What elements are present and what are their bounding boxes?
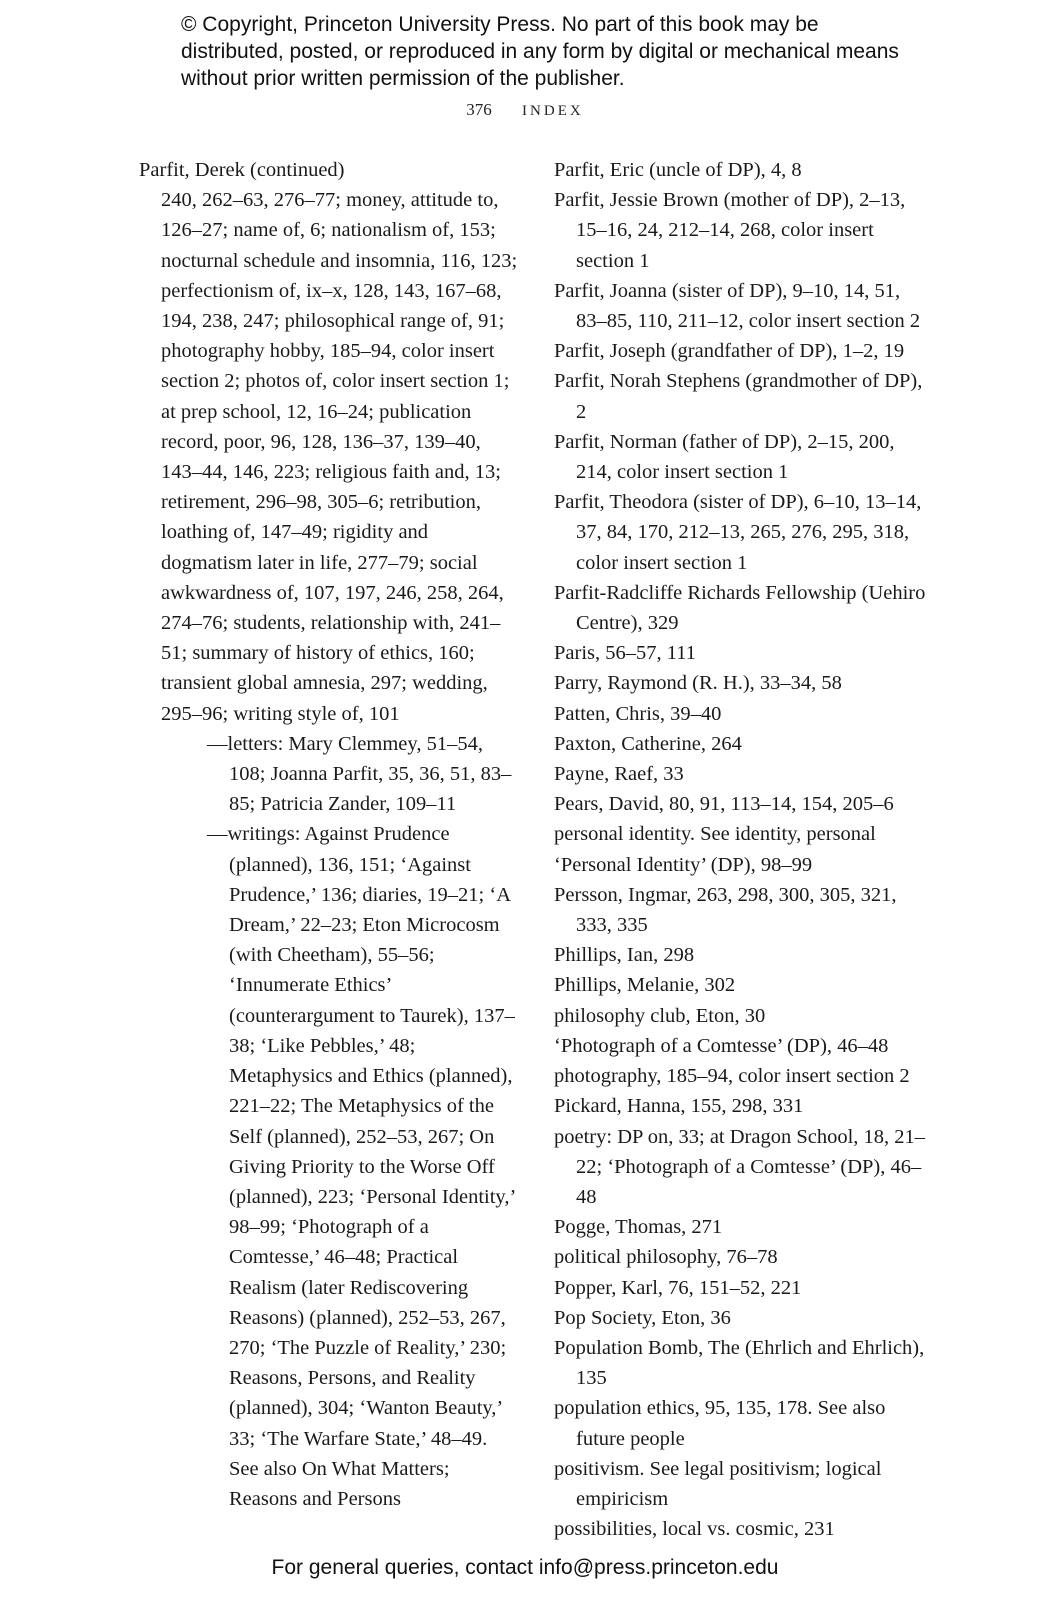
index-entry: ‘Personal Identity’ (DP), 98–99 <box>554 853 813 876</box>
index-entry: Popper, Karl, 76, 151–52, 221 <box>554 1276 802 1299</box>
index-entry: personal identity. See identity, personal <box>554 823 876 846</box>
index-column-right <box>554 155 929 1544</box>
index-entry: Paxton, Catherine, 264 <box>554 732 742 755</box>
index-entry: Payne, Raef, 33 <box>554 763 684 786</box>
running-head-title: INDEX <box>522 103 584 119</box>
index-entry: Parfit, Joanna (sister of DP), 9–10, 14, 51, 83–85, 110, 211–12, color insert section 2 <box>554 279 921 333</box>
index-entry: Patten, Chris, 39–40 <box>554 702 722 725</box>
index-entry: possibilities, local vs. cosmic, 231 <box>554 1518 835 1541</box>
index-entry: Paris, 56–57, 111 <box>554 642 696 665</box>
index-entry: philosophy club, Eton, 30 <box>554 1004 766 1027</box>
index-entry: Parfit, Norman (father of DP), 2–15, 200, 214, color insert section 1 <box>554 430 895 484</box>
index-entry: Parfit, Jessie Brown (mother of DP), 2–13, 15–16, 24, 212–14, 268, color insert section 1 <box>554 189 906 272</box>
index-entry: Parfit, Theodora (sister of DP), 6–10, 13–14, 37, 84, 170, 212–13, 265, 276, 295, 318, color insert section 1 <box>554 491 922 574</box>
index-entry: Parfit-Radcliffe Richards Fellowship (Uehiro Centre), 329 <box>554 581 926 635</box>
index-entry: Phillips, Ian, 298 <box>554 944 695 967</box>
index-column-left <box>139 155 519 1514</box>
index-entry: Parfit, Eric (uncle of DP), 4, 8 <box>554 159 802 181</box>
index-entry: Parfit, Joseph (grandfather of DP), 1–2, 19 <box>554 340 905 363</box>
index-entry: Parfit, Norah Stephens (grandmother of DP), 2 <box>554 370 923 423</box>
index-subentry-letters: —letters: Mary Clemmey, 51–54, 108; Joanna Parfit, 35, 36, 51, 83–85; Patricia Zander, 109–11 <box>207 732 512 816</box>
index-entry: poetry: DP on, 33; at Dragon School, 18, 21–22; ‘Photograph of a Comtesse’ (DP), 46–48 <box>554 1125 926 1208</box>
index-entry: photography, 185–94, color insert section 2 <box>554 1065 910 1088</box>
index-entry: Population Bomb, The (Ehrlich and Ehrlich), 135 <box>554 1336 925 1390</box>
running-head <box>0 100 1050 120</box>
index-entry: Pears, David, 80, 91, 113–14, 154, 205–6 <box>554 793 894 816</box>
index-entry: Pop Society, Eton, 36 <box>554 1306 731 1329</box>
index-entry: Pogge, Thomas, 271 <box>554 1216 723 1239</box>
copyright-notice: © Copyright, Princeton University Press. No part of this book may be distributed, posted, or reproduced in any form by digital or mechanical means without prior written permission of the publisher. <box>181 13 899 90</box>
index-entry: positivism. See legal positivism; logical empiricism <box>554 1457 882 1510</box>
index-subentry-writings: —writings: Against Prudence (planned), 136, 151; ‘Against Prudence,’ 136; diaries, 19–21; ‘A Dream,’ 22–23; Eton Microcosm (with Cheetham), 55–56; ‘Innumerate Ethics’ (counterargument to Taurek), 137–38; ‘Like Pebbles,’ 48; Metaphysics and Ethics (planned), 221–22; The Metaphysics of the Self (planned), 252–53, 267; On Giving Priority to the Worse Off (planned), 223; ‘Personal Identity,’ 98–99; ‘Photograph of a Comtesse,’ 46–48; Practical Realism (later Rediscovering Reasons) (planned), 252–53, 267, 270; ‘The Puzzle of Reality,’ 230; Reasons, Persons, and Reality (planned), 304; ‘Wanton Beauty,’ 33; ‘The Warfare State,’ 48–49. See also On What Matters; Reasons and Persons <box>207 823 515 1510</box>
index-entry: Persson, Ingmar, 263, 298, 300, 305, 321, 333, 335 <box>554 883 897 937</box>
index-entry: political philosophy, 76–78 <box>554 1246 778 1269</box>
index-entry: ‘Photograph of a Comtesse’ (DP), 46–48 <box>554 1034 889 1057</box>
index-entry-continuation: 240, 262–63, 276–77; money, attitude to, 126–27; name of, 6; nationalism of, 153; nocturnal schedule and insomnia, 116, 123; perfectionism of, ix–x, 128, 143, 167–68, 194, 238, 247; philosophical range of, 91; photography hobby, 185–94, color insert section 2; photos of, color insert section 1; at prep school, 12, 16–24; publication record, poor, 96, 128, 136–37, 139–40, 143–44, 146, 223; religious faith and, 13; retirement, 296–98, 305–6; retribution, loathing of, 147–49; rigidity and dogmatism later in life, 277–79; social awkwardness of, 107, 197, 246, 258, 264, 274–76; students, relationship with, 241–51; summary of history of ethics, 160; transient global amnesia, 297; wedding, 295–96; writing style of, 101 <box>161 189 518 725</box>
index-entry-heading: Parfit, Derek (continued) <box>139 159 345 181</box>
index-entry: Pickard, Hanna, 155, 298, 331 <box>554 1095 804 1118</box>
index-entry: Parry, Raymond (R. H.), 33–34, 58 <box>554 672 842 695</box>
index-entry: population ethics, 95, 135, 178. See also future people <box>554 1397 886 1450</box>
index-entry: Phillips, Melanie, 302 <box>554 974 736 997</box>
footer-contact: For general queries, contact info@press.princeton.edu <box>271 1556 779 1579</box>
page-number: 376 <box>466 100 492 119</box>
